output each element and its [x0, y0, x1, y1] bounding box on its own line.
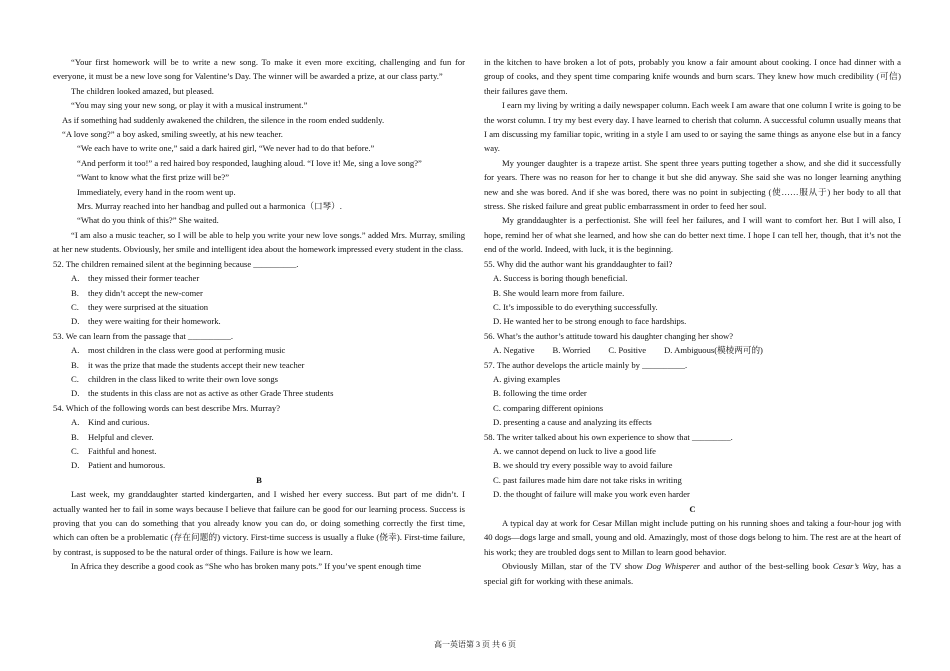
question-52-stem: 52. The children remained silent at the beginning because __________. — [53, 258, 299, 269]
question-52-option-b: B. they didn’t accept the new-comer — [71, 287, 203, 298]
passage-c-paragraph: A typical day at work for Cesar Millan might include putting on his running shoes and taking a four-hour jog with 40 dogs—dogs large and small, young and old. Amazingly, most of those dogs belong to him. The rest are at the heart of his work; they are troubled dogs sent to Millan to learn good behavior. — [484, 518, 901, 557]
story-paragraph: “And perform it too!” a red haired boy responded, laughing aloud. “I love it! Me, sing a love song?” — [77, 157, 422, 168]
question-53-stem: 53. We can learn from the passage that __________. — [53, 330, 234, 341]
story-paragraph: “I am also a music teacher, so I will be able to help you write your new love songs.” added Mrs. Murray, smiling at her new students. Obviously, her smile and intelligent idea about the homework impressed every student in the class. — [53, 229, 465, 255]
left-column — [53, 55, 465, 574]
question-54-option-c: C. Faithful and honest. — [71, 445, 157, 456]
story-paragraph: “We each have to write one,” said a dark haired girl, “We never had to do that before.” — [77, 143, 375, 154]
question-56-option-a: A. Negative — [493, 345, 535, 356]
question-58-option-d: D. the thought of failure will make you work even harder — [493, 489, 690, 500]
question-53-option-d: D. the students in this class are not as active as other Grade Three students — [71, 388, 334, 399]
question-58-stem: 58. The writer talked about his own experience to show that _________. — [484, 431, 733, 442]
question-55-stem: 55. Why did the author want his granddaughter to fail? — [484, 258, 673, 269]
question-54-stem: 54. Which of the following words can best describe Mrs. Murray? — [53, 402, 281, 413]
question-56-option-b: B. Worried — [552, 345, 591, 356]
page-footer: 高一英语第 3 页 共 6 页 — [434, 640, 516, 649]
question-52-option-c: C. they were surprised at the situation — [71, 301, 209, 312]
story-paragraph: “Your first homework will be to write a new song. To make it even more exciting, challenging and fun for everyone, it must be a new love song for Valentine’s Day. The winner will be awarded a prize, at our class party.” — [53, 57, 465, 82]
passage-b-paragraph: in the kitchen to have broken a lot of pots, probably you know a fair amount about cooking. I once had dinner with a group of cooks, and they spent time comparing knife wounds and burn scars. They knew how much credibility (可信) their failures gave them. — [484, 57, 901, 96]
story-paragraph: The children looked amazed, but pleased. — [71, 85, 214, 96]
question-57-option-b: B. following the time order — [493, 388, 587, 399]
question-56-option-d: D. Ambiguous(模棱两可的) — [664, 345, 763, 356]
question-52-option-a: A. they missed their former teacher — [71, 273, 200, 284]
section-b-heading: B — [256, 474, 262, 485]
question-53-option-a: A. most children in the class were good at performing music — [71, 345, 286, 356]
passage-b-paragraph: My granddaughter is a perfectionist. She will feel her failures, and I will want to comfort her. But I will also, I hope, remind her of what she learned, and how she can do better next time. I hope I can tell her, though, that it’s not the end of the world. Indeed, with luck, it is the beginning. — [484, 215, 901, 255]
tv-show-title: Dog Whisperer — [646, 561, 700, 572]
question-54-option-b: B. Helpful and clever. — [71, 431, 154, 442]
question-55-option-b: B. She would learn more from failure. — [493, 287, 625, 298]
question-57-option-d: D. presenting a cause and analyzing its effects — [493, 417, 652, 428]
question-55-option-a: A. Success is boring though beneficial. — [493, 273, 628, 284]
question-56-options — [484, 343, 901, 357]
story-paragraph: “Want to know what the first prize will be?” — [77, 172, 230, 183]
story-paragraph: Mrs. Murray reached into her handbag and pulled out a harmonica（口琴）. — [77, 201, 342, 212]
question-54-option-d: D. Patient and humorous. — [71, 460, 166, 471]
passage-c-paragraph: Obviously Millan, star of the TV show Dog Whisperer and author of the best-selling book Cesar’s Way, has a special gift for working with these animals. — [484, 561, 902, 586]
story-paragraph: As if something had suddenly awakened the children, the silence in the room ended suddenly. — [62, 114, 385, 125]
question-58-option-a: A. we cannot depend on luck to live a good life — [493, 445, 656, 456]
question-57-option-c: C. comparing different opinions — [493, 402, 604, 413]
passage-b-paragraph: My younger daughter is a trapeze artist. She spent three years putting together a show, and she did it successfully for years. There was no reason for her to change it but she did anyway. She said she was no longer learning anything new and she was bored. And if she was bored, there was no point in subjecting (使……服从于) her body to all that stress. She risked failure and great public embarrassment in order to feed her soul. — [484, 157, 901, 212]
question-57-option-a: A. giving examples — [493, 373, 561, 384]
story-paragraph: “A love song?” a boy asked, smiling sweetly, at his new teacher. — [62, 129, 283, 140]
question-55-option-c: C. It’s impossible to do everything successfully. — [493, 301, 658, 312]
question-55-option-d: D. He wanted her to be strong enough to face hardships. — [493, 316, 687, 327]
passage-b-paragraph: I earn my living by writing a daily newspaper column. Each week I am aware that one column I write is going to be the worst column. I try my best every day. I have learned to cherish that column. A successful column usually means that I am discussing my familiar topic, writing in a style I am used to or saying the same things as anyone else but in a fancy way. — [484, 100, 901, 154]
right-column — [484, 55, 901, 588]
question-52-option-d: D. they were waiting for their homework. — [71, 316, 221, 327]
question-54-option-a: A. Kind and curious. — [71, 417, 150, 428]
question-56-stem: 56. What’s the author’s attitude toward his daughter changing her show? — [484, 330, 734, 341]
passage-b-paragraph: In Africa they describe a good cook as “She who has broken many pots.” If you’ve spent enough time — [71, 561, 422, 572]
question-53-option-c: C. children in the class liked to write their own love songs — [71, 373, 278, 384]
question-57-stem: 57. The author develops the article mainly by __________. — [484, 359, 688, 370]
story-paragraph: “What do you think of this?” She waited. — [77, 215, 219, 226]
section-c-heading: C — [689, 503, 696, 514]
story-paragraph: Immediately, every hand in the room went up. — [77, 186, 236, 197]
question-58-option-c: C. past failures made him dare not take risks in writing — [493, 474, 682, 485]
story-paragraph: “You may sing your new song, or play it with a musical instrument.” — [71, 100, 308, 111]
book-title: Cesar’s Way — [832, 561, 877, 572]
question-58-option-b: B. we should try every possible way to avoid failure — [493, 460, 673, 471]
passage-b-paragraph: Last week, my granddaughter started kindergarten, and I wished her every success. But part of me didn’t. I actually wanted her to fail in some ways because I believe that failure can be good for our learning process. Success is proving that you can do something that you already know you can do, or doing something correctly the first time, which can often be a problematic (存在问题的) victory. First-time success is usually a fluke (侥幸). First-time failure, by contrast, is supposed to be the natural order of things. Failure is how we learn. — [53, 489, 465, 557]
question-56-option-c: C. Positive — [608, 345, 647, 356]
question-53-option-b: B. it was the prize that made the students accept their new teacher — [71, 359, 305, 370]
